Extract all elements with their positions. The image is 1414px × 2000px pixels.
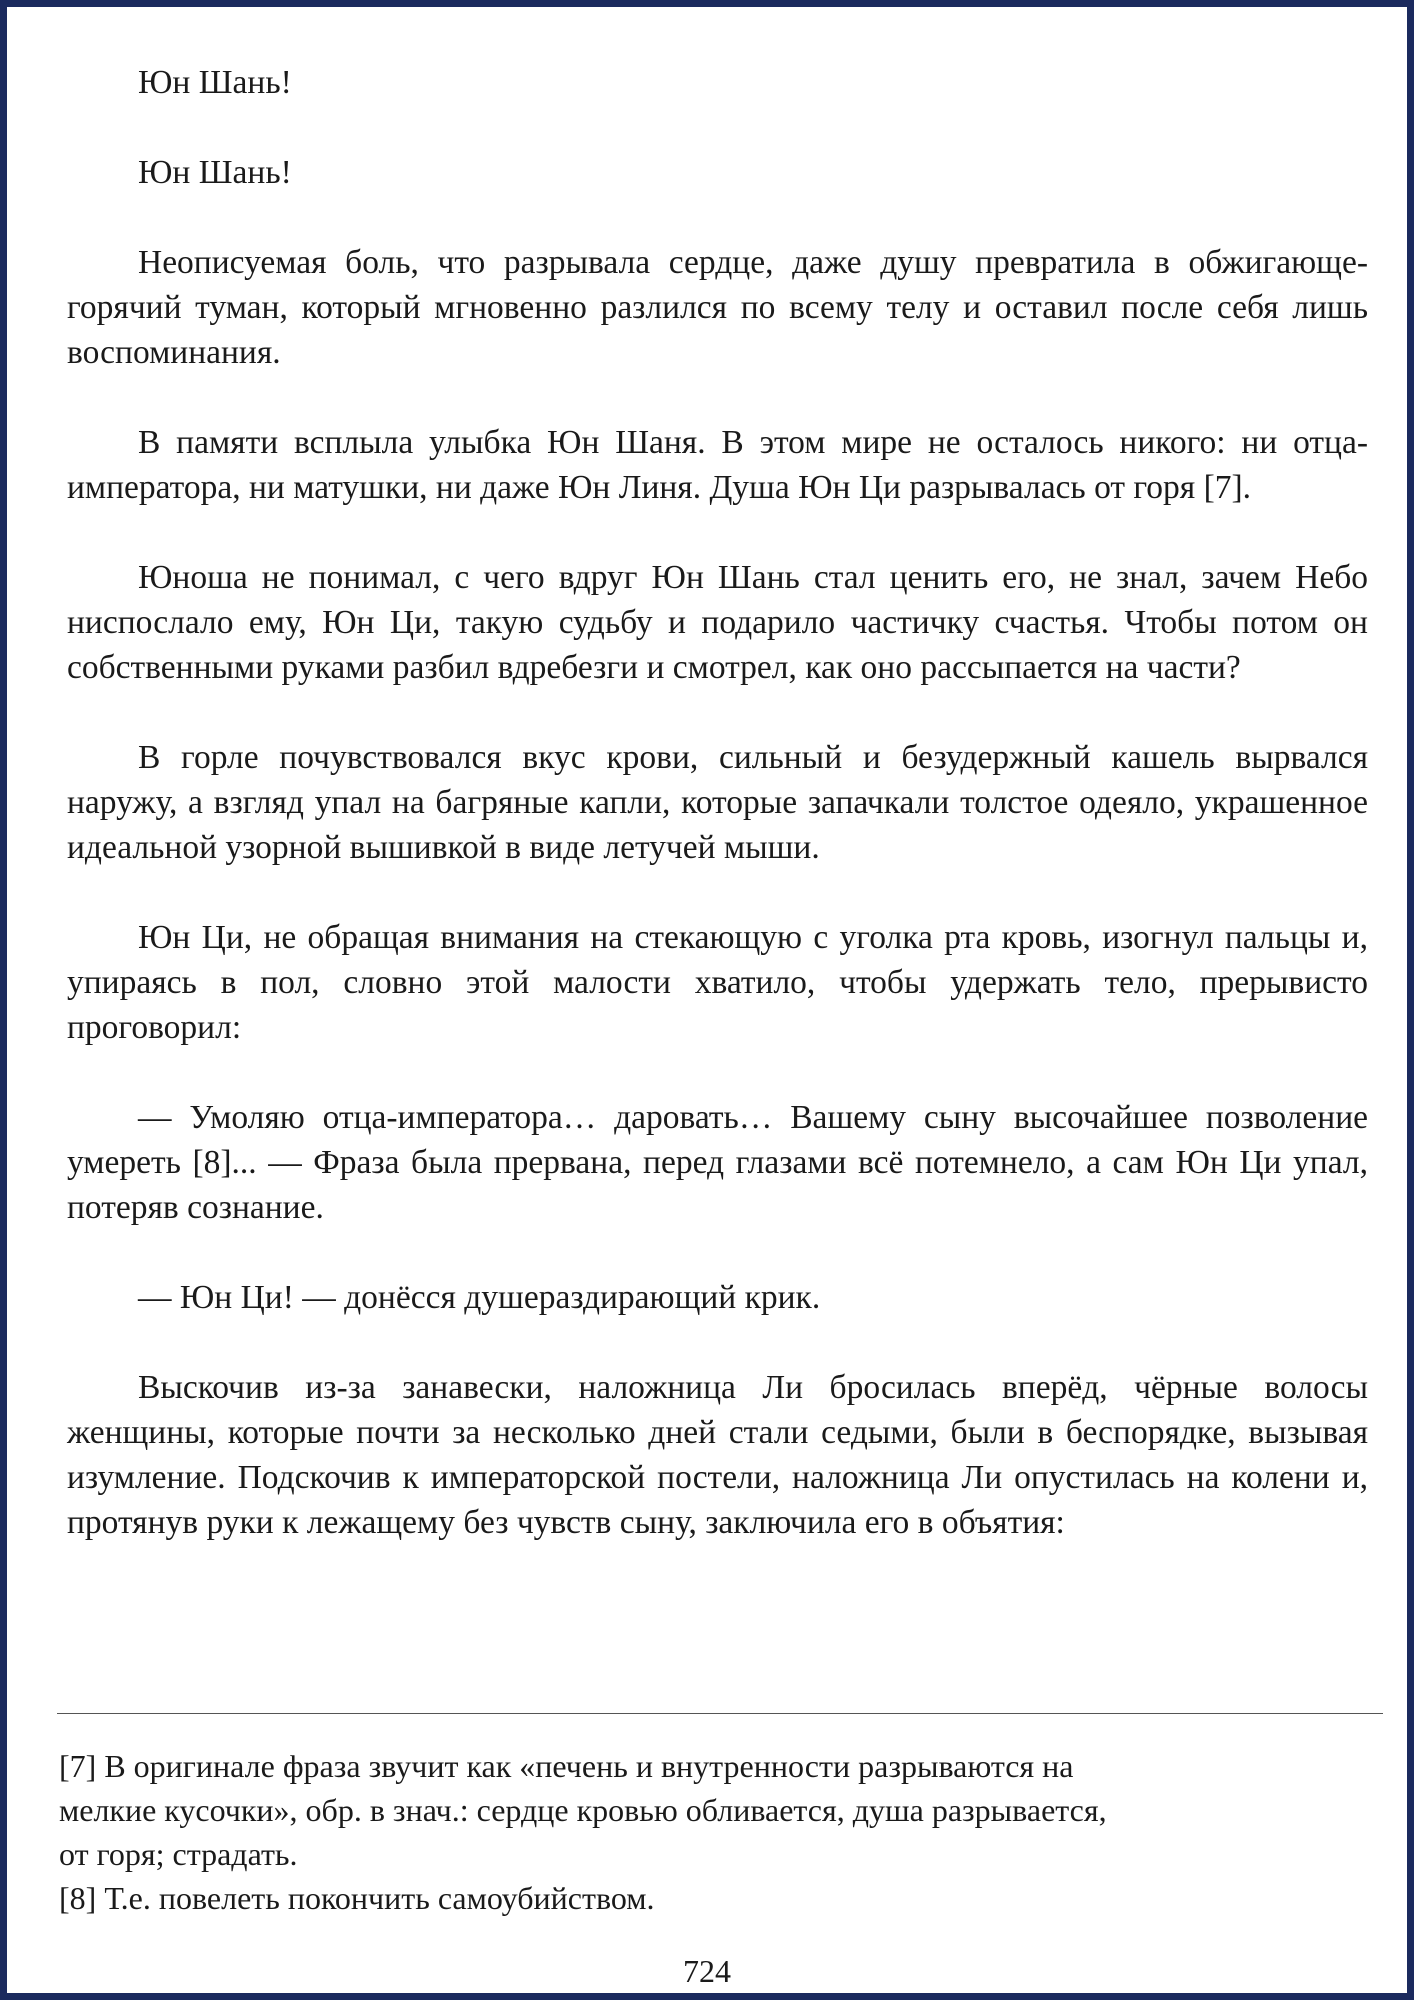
footnote-7: [7] В оригинале фраза звучит как «печень и внутренности разрываются на мелкие кусочки», обр. в знач.: сердце кровью обливается, душа разрывается, от горя; страдать. — [59, 1748, 1107, 1872]
paragraph: Юноша не понимал, с чего вдруг Юн Шань стал ценить его, не знал, зачем Небо ниспослало ему, Юн Ци, такую судьбу и подарило частичку счастья. Чтобы потом он собственными руками разбил вдребезги и смотрел, как оно рассыпается на части? — [67, 559, 1368, 686]
page-number: 724 — [683, 1953, 731, 1989]
paragraph: Выскочив из-за занавески, наложница Ли бросилась вперёд, чёрные волосы женщины, которые почти за несколько дней стали седыми, были в беспорядке, вызывая изумление. Подскочив к императорской постели, наложница Ли опустилась на колени и, протянув руки к лежащему без чувств сыну, заключила его в объятия: — [67, 1369, 1368, 1541]
paragraph: В горле почувствовался вкус крови, сильный и безудержный кашель вырвался наружу, а взгляд упал на багряные капли, которые запачкали толстое одеяло, украшенное идеальной узорной вышивкой в виде летучей мыши. — [67, 739, 1368, 866]
footnote-8: [8] Т.е. повелеть покончить самоубийством. — [59, 1880, 655, 1916]
paragraph: Юн Ци, не обращая внимания на стекающую с уголка рта кровь, изогнул пальцы и, упираясь в пол, словно этой малости хватило, чтобы удержать тело, прерывисто проговорил: — [67, 919, 1368, 1046]
main-text — [67, 60, 1368, 1545]
footnote-divider — [57, 1713, 1383, 1714]
paragraph: Юн Шань! — [138, 154, 292, 191]
paragraph: — Юн Ци! — донёсся душераздирающий крик. — [138, 1279, 821, 1316]
paragraph: Неописуемая боль, что разрывала сердце, даже душу превратила в обжигающе-горячий туман, который мгновенно разлился по всему телу и оставил после себя лишь воспоминания. — [67, 244, 1368, 371]
paragraph: — Умоляю отца-императора… даровать… Вашему сыну высочайшее позволение умереть [8]... — Фраза была прервана, перед глазами всё потемнело, а сам Юн Ци упал, потеряв сознание. — [67, 1099, 1368, 1226]
paragraph: В памяти всплыла улыбка Юн Шаня. В этом мире не осталось никого: ни отца-императора, ни матушки, ни даже Юн Линя. Душа Юн Ци разрывалась от горя [7]. — [67, 424, 1368, 506]
paragraph: Юн Шань! — [138, 64, 292, 101]
footnotes — [59, 1744, 1359, 1920]
